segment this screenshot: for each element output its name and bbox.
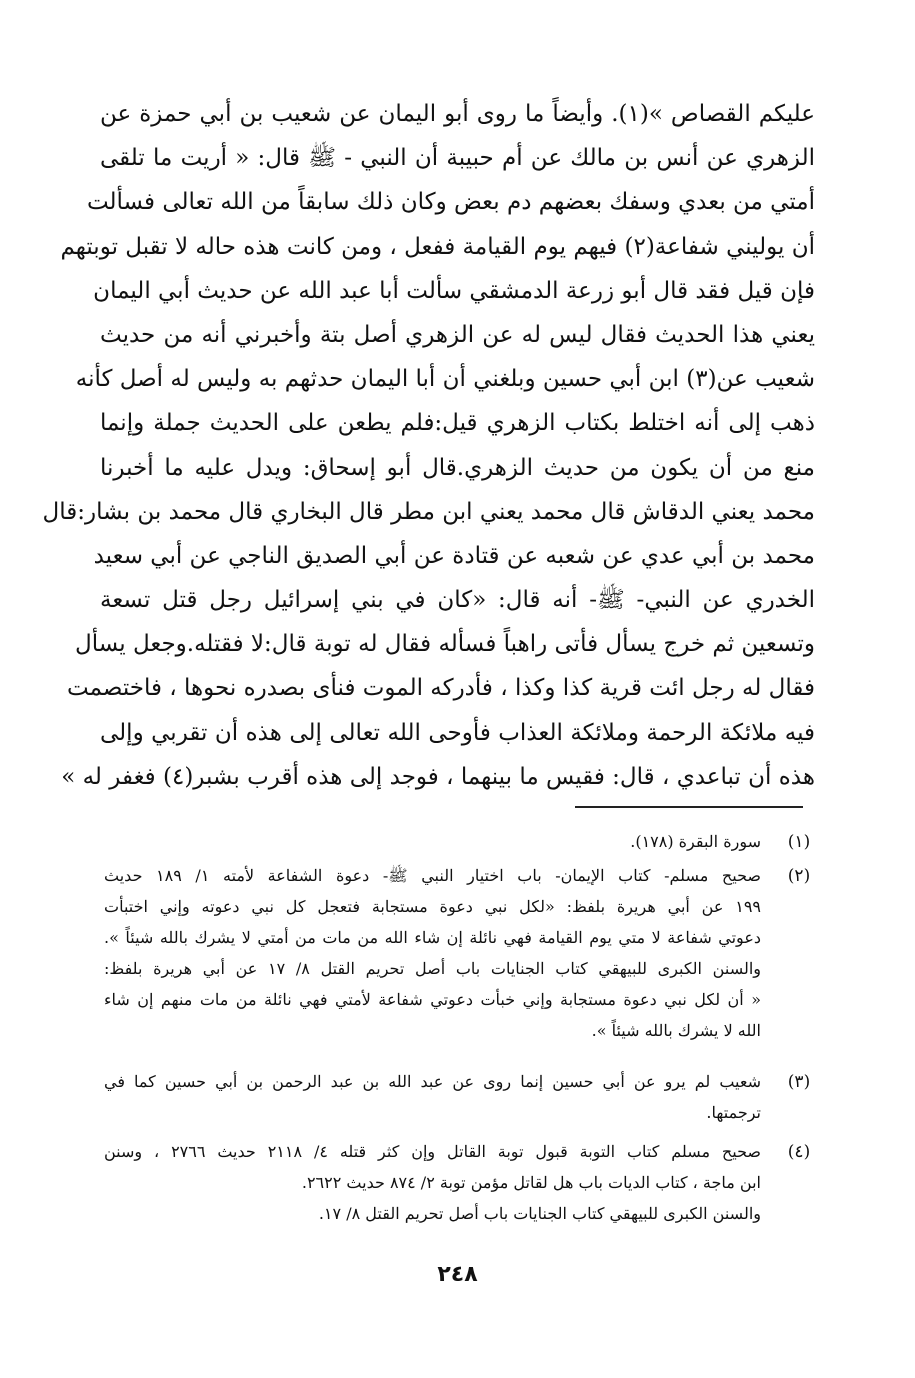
main-text-line: أمتي من بعدي وسفك بعضهم دم بعض وكان ذلك سابقاً من الله تعالى فسألت	[86, 189, 815, 216]
footnote-line: والسنن الكبرى للبيهقي كتاب الجنايات باب أصل تحريم القتل ٨/ ١٧ عن أبي هريرة بلفظ:	[104, 959, 762, 978]
footnotes-block	[104, 826, 819, 1236]
footnote-item	[104, 826, 819, 860]
footnote-number: (١)	[787, 832, 811, 852]
footnote-line: « أن لكل نبي دعوة مستجابة وإني خبأت دعوتي شفاعة لأمتي فهي نائلة من مات منهم إن شاء	[104, 990, 761, 1009]
footnote-number: (٤)	[787, 1142, 811, 1162]
main-text-line: محمد بن أبي عدي عن شعبه عن قتادة عن أبي الصديق الناجي عن أبي سعيد	[93, 542, 815, 569]
main-text-line: الخدري عن النبي- ﷺ- أنه قال: «كان في بني إسرائيل رجل قتل تسعة	[100, 587, 815, 614]
footnote-separator-rule	[575, 806, 803, 808]
footnote-item	[104, 1136, 819, 1236]
main-text-line: شعيب عن(٣) ابن أبي حسين وبلغني أن أبا اليمان حدثهم به وليس له أصل كأنه	[75, 366, 815, 393]
main-text-line: عليكم القصاص »(١). وأيضاً ما روى أبو اليمان عن شعيب بن أبي حمزة عن	[100, 101, 816, 127]
footnote-line: سورة البقرة (١٧٨).	[630, 832, 761, 851]
footnote-number: (٣)	[787, 1072, 811, 1092]
main-text-line: فإن قيل فقد قال أبو زرعة الدمشقي سألت أبا عبد الله عن حديث أبي اليمان	[93, 277, 815, 304]
page-number: ٢٤٨	[437, 1262, 478, 1287]
footnote-line: صحيح مسلم- كتاب الإيمان- باب اختيار النبي ﷺ- دعوة الشفاعة لأمته ١/ ١٨٩ حديث	[104, 866, 761, 885]
main-text-line: وتسعين ثم خرج يسأل فأتى راهباً فسأله فقال له توبة قال:لا فقتله.وجعل يسأل	[75, 631, 815, 658]
main-text-line: فقال له رجل ائت قرية كذا وكذا ، فأدركه الموت فنأى بصدره نحوها ، فاختصمت	[67, 675, 815, 702]
footnote-line: شعيب لم يرو عن أبي حسين إنما روى عن عبد الله بن عبد الرحمن بن أبي حسين كما في	[104, 1072, 761, 1091]
main-text-block	[42, 92, 816, 799]
main-text-line: محمد يعني الدقاش قال محمد يعني ابن مطر قال البخاري قال محمد بن بشار:قال	[42, 498, 815, 525]
main-text-line: الزهري عن أنس بن مالك عن أم حبيبة أن النبي - ﷺ قال: « أريت ما تلقى	[100, 145, 815, 172]
footnote-line: ١٩٩ عن أبي هريرة بلفظ: «لكل نبي دعوة مستجابة فتعجل كل نبي دعوته وإني اختبأت	[104, 897, 761, 916]
footnote-item	[104, 860, 819, 1066]
footnote-line: الله لا يشرك بالله شيئاً ».	[591, 1021, 761, 1040]
footnote-number: (٢)	[787, 866, 811, 886]
main-text-line: يعني هذا الحديث فقال ليس له عن الزهري أصل بتة وأخبرني أنه من حديث	[100, 321, 815, 348]
main-text-line: فيه ملائكة الرحمة وملائكة العذاب فأوحى الله تعالى إلى هذه أن تقربي وإلى	[100, 719, 815, 746]
footnote-line: والسنن الكبرى للبيهقي كتاب الجنايات باب أصل تحريم القتل ٨/ ١٧.	[318, 1204, 761, 1223]
footnote-line: ابن ماجة ، كتاب الديات باب هل لقاتل مؤمن توبة ٢/ ٨٧٤ حديث ٢٦٢٢.	[301, 1173, 761, 1192]
footnote-line: ترجمتها.	[706, 1103, 761, 1122]
footnote-line: دعوتي شفاعة لا متي يوم القيامة فهي نائلة إن شاء الله من مات من أمتي لا يشرك بالله شيئاً ».	[104, 928, 761, 947]
main-text-line: ذهب إلى أنه اختلط بكتاب الزهري قيل:فلم يطعن على الحديث جملة وإنما	[100, 410, 815, 437]
footnote-item	[104, 1066, 819, 1132]
main-text-line: هذه أن تباعدي ، قال: فقيس ما بينهما ، فوجد إلى هذه أقرب بشبر(٤) فغفر له »	[61, 763, 815, 790]
main-text-line: أن يوليني شفاعة(٢) فيهم يوم القيامة ففعل ، ومن كانت هذه حاله لا تقبل توبتهم	[60, 233, 815, 260]
footnote-line: صحيح مسلم كتاب التوبة قبول توبة القاتل وإن كثر قتله ٤/ ٢١١٨ حديث ٢٧٦٦ ، وسنن	[104, 1142, 761, 1161]
main-text-line: منع من أن يكون من حديث الزهري.قال أبو إسحاق: ويدل عليه ما أخبرنا	[100, 454, 815, 481]
